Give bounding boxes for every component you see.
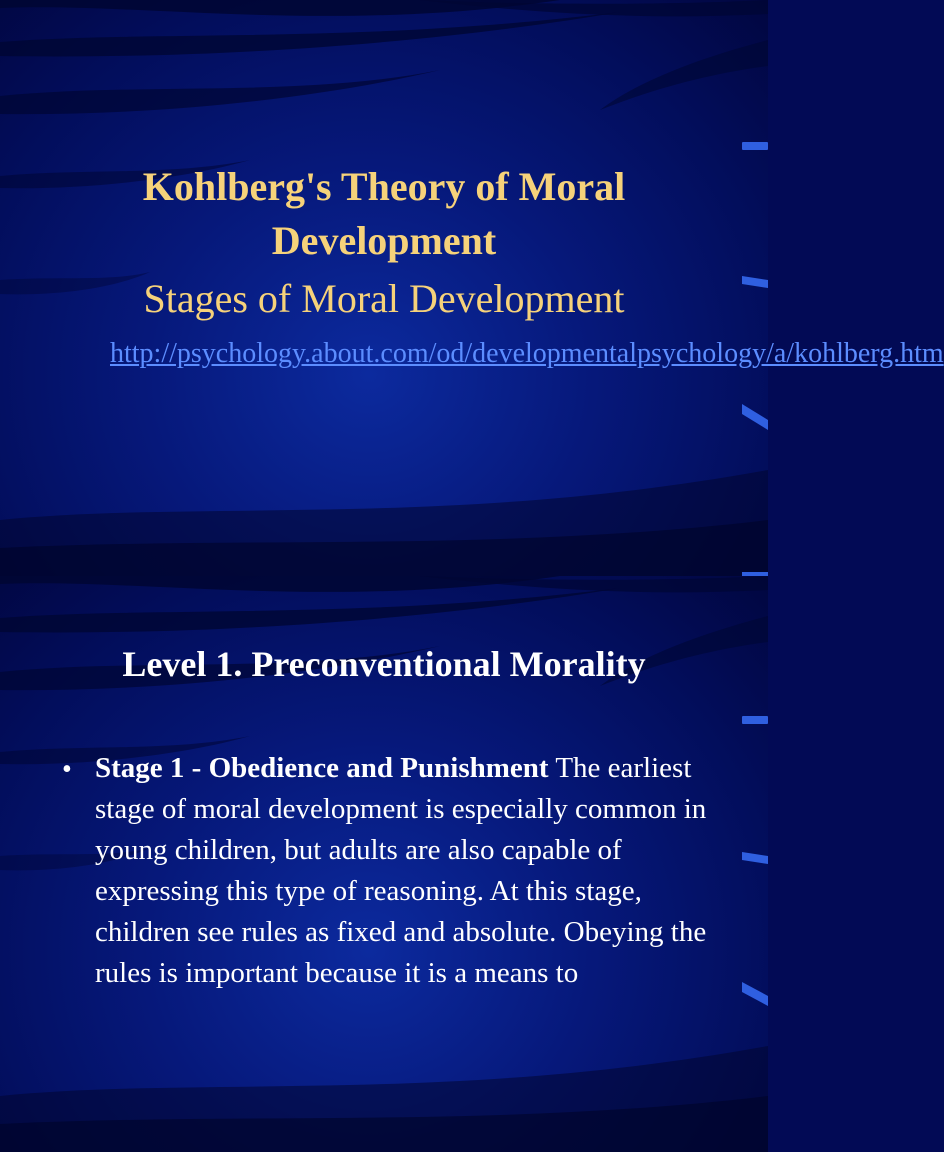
bullet-title: Stage 1 - Obedience and Punishment (95, 752, 549, 784)
slide-heading: Level 1. Preconventional Morality (122, 644, 646, 684)
slide-subtitle: Stages of Moral Development (143, 276, 625, 321)
content-slide (0, 576, 768, 1152)
bullet-dot-icon: • (62, 754, 72, 785)
bullet-item (95, 748, 715, 994)
bullet-body: The earliest stage of moral development is especially common in young children, but adults are also capable of expressing this type of reasoning. At this stage, children see rules as fixed and absolute. Obeying the rules is important because it is a means to (95, 752, 707, 989)
source-link[interactable]: http://psychology.about.com/od/developmentalpsychology/a/kohlberg.htm (110, 338, 944, 369)
slide-title: Kohlberg's Theory of Moral Development (142, 164, 626, 263)
